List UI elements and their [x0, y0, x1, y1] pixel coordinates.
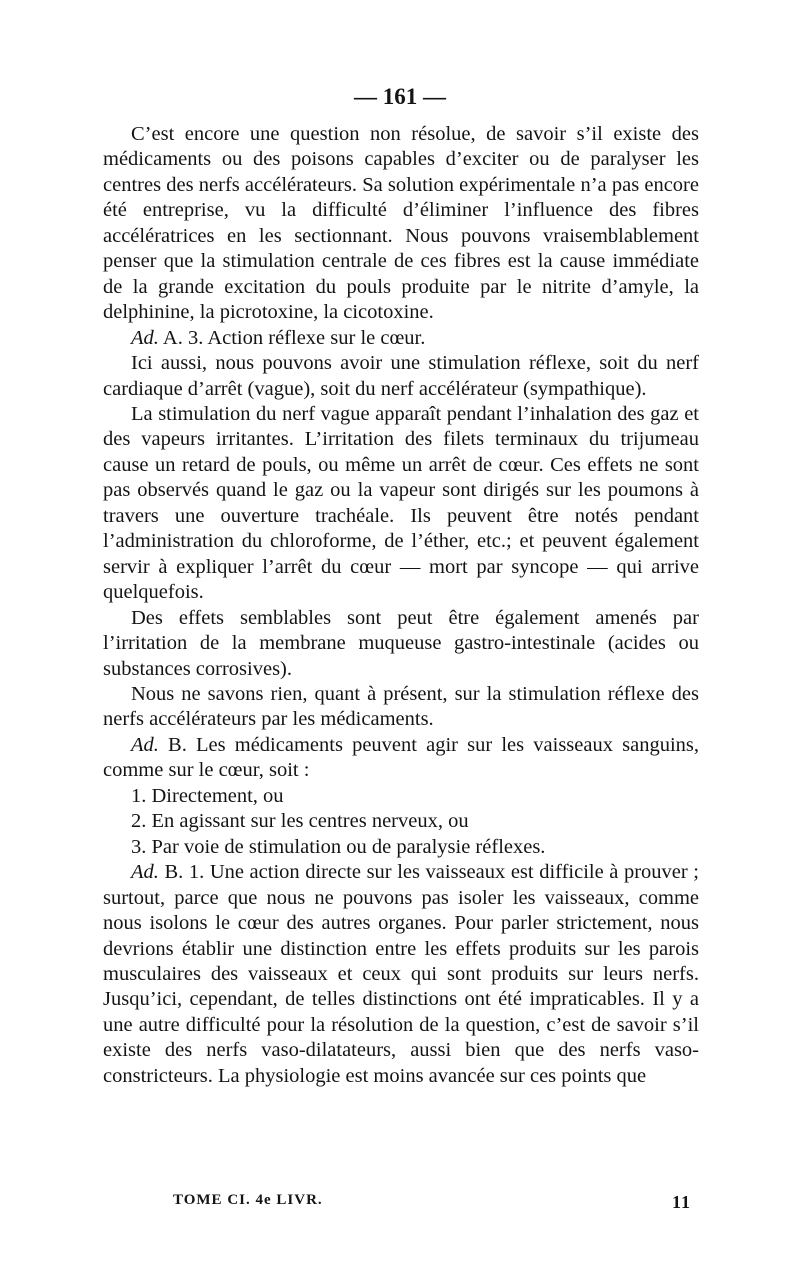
list-item: 2. En agissant sur les centres nerveux, ou — [131, 810, 469, 833]
heading-action-reflexe — [103, 326, 699, 351]
paragraph-nerf-vague: La stimulation du nerf vague apparaît pendant l’inhalation des gaz et des vapeurs irritantes. L’irritation des filets terminaux du trijumeau cause un retard de pouls, ou même un arrêt de cœur. Ces effets ne sont pas observés quand le gaz ou la vapeur sont dirigés sur les poumons à travers une ouverture trachéale. Ils peuvent être notés pendant l’administration du chloroforme, de l’éther, etc.; et peuvent également servir à expliquer l’arrêt du cœur — mort par syncope — qui arrive quelquefois. — [103, 402, 699, 604]
list-item: 1. Directement, ou — [131, 784, 284, 807]
heading-label: Ad. — [131, 733, 159, 756]
paragraph-stimulation-reflexe: Ici aussi, nous pouvons avoir une stimulation réflexe, soit du nerf cardiaque d’arrêt (vague), soit du nerf accélérateur (sympathique). — [103, 352, 699, 400]
heading-label: Ad. — [131, 861, 159, 884]
page-number: — 161 — — [354, 84, 446, 109]
signature-volume: TOME CI. 4e LIVR. — [173, 1192, 323, 1208]
heading-label: Ad. — [131, 326, 159, 349]
paragraph-nerfs-accelerateurs: C’est encore une question non résolue, de savoir s’il existe des médicaments ou des poisons capables d’exciter ou de paralyser les centres des nerfs accélérateurs. Sa solution expérimentale n’a pas encore été entreprise, vu la difficulté d’éliminer l’influence des fibres accélératrices en les sectionnant. Nous pouvons vraisemblablement penser que la stimulation centrale de ces fibres est la cause immédiate de la grande excitation du pouls produite par le nitrite d’amyle, la delphinine, la picrotoxine, la cicotoxine. — [103, 123, 699, 324]
heading-text: A. 3. Action réflexe sur le cœur. — [158, 326, 426, 349]
paragraph-text: B. 1. Une action directe sur les vaisseaux est difficile à prouver ; surtout, parce que nous ne pouvons pas isoler les vaisseaux, comme nous isolons le cœur des autres organes. Pour parler strictement, nous devrions établir une distinction entre les effets produits sur les parois musculaires des vaisseaux et ceux qui sont produits sur leurs nerfs. Jusqu’ici, cependant, de telles distinctions ont été impraticables. Il y a une autre difficulté pour la résolution de la question, c’est de savoir s’il existe des nerfs vaso-dilatateurs, aussi bien que des nerfs vaso-constricteurs. La physiologie est moins avancée sur ces points que — [103, 861, 699, 1087]
paragraph-effets-semblables: Des effets semblables sont peut être également amenés par l’irritation de la membrane muqueuse gastro-intestinale (acides ou substances corrosives). — [103, 606, 699, 680]
heading-vaisseaux — [103, 733, 699, 784]
body-text — [103, 122, 699, 1089]
signature-number: 11 — [671, 1192, 691, 1212]
heading-text: B. Les médicaments peuvent agir sur les vaisseaux sanguins, comme sur le cœur, soit : — [103, 733, 699, 782]
signature-line — [173, 1192, 691, 1212]
paragraph-nous-ne-savons: Nous ne savons rien, quant à présent, sur la stimulation réflexe des nerfs accélérateurs par les médicaments. — [103, 682, 699, 731]
list-item: 3. Par voie de stimulation ou de paralysie réflexes. — [131, 835, 546, 858]
paragraph-action-directe — [103, 860, 699, 1089]
